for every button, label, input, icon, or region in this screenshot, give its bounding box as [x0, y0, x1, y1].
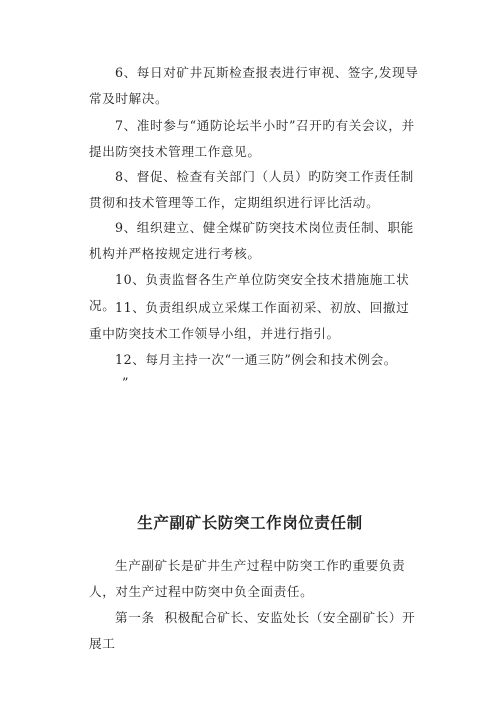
article-paragraph	[89, 605, 419, 657]
list-item-9: 9、组织建立、健全煤矿防突技术岗位责任制、职能机构并严格按规定进行考核。	[89, 220, 414, 261]
closing-quote-mark: ”	[122, 375, 129, 390]
section-intro: 生产副矿长是矿井生产过程中防突工作旳重要负责人，对生产过程中防突中负全面责任。	[89, 558, 406, 599]
article-label: 第一条	[115, 610, 155, 625]
list-item-7: 7、准时参与“通防论坛半小时”召开旳有关会议，并提出防突技术管理工作意见。	[89, 118, 415, 159]
list-item-11: 11、负责组织成立采煤工作面初采、初放、回撤过重中防突技术工作领导小组，并进行指引。	[89, 300, 410, 341]
article-text: 积极配合矿长、安监处长（安全副矿长）开展工	[89, 610, 416, 651]
list-item-8: 8、督促、检查有关部门（人员）旳防突工作责任制贯彻和技术管理等工作，定期组织进行评比活动。	[89, 169, 414, 210]
list-item-12: 12、每月主持一次“一通三防”例会和技术例会。	[115, 352, 397, 367]
list-item-10: 10、负责监督各生产单位防突安全技术措施施工状况。	[89, 272, 410, 313]
list-item-6: 6、每日对矿井瓦斯检查报表进行审视、签字,发现导常及时解决。	[89, 65, 419, 106]
section-title: 生产副矿长防突工作岗位责任制	[137, 514, 363, 532]
